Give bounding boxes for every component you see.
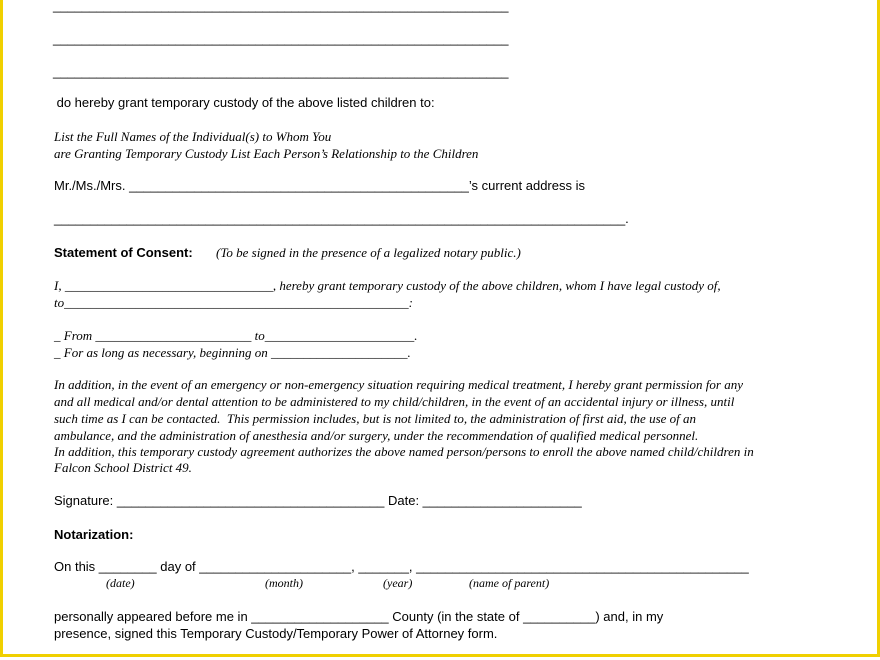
- month-label: (month): [265, 576, 303, 590]
- notarization-heading: Notarization:: [54, 527, 134, 542]
- notary-on-this-line[interactable]: On this ________ day of _____________________, _______, ______________________________________________: [54, 559, 749, 574]
- grant-statement: do hereby grant temporary custody of the above listed children to:: [53, 95, 435, 110]
- medical-paragraph-line: Falcon School District 49.: [54, 460, 192, 475]
- date-label: (date): [106, 576, 135, 590]
- medical-paragraph-line: In addition, this temporary custody agreement authorizes the above named person/persons to enroll the above named child/children in: [54, 444, 754, 459]
- medical-paragraph-line: ambulance, and the administration of anesthesia and/or surgery, under the recommendation of qualified medical personnel.: [54, 428, 699, 443]
- child-name-blank-2[interactable]: _______________________________________________________________: [53, 31, 509, 46]
- parent-name-label: (name of parent): [469, 576, 550, 590]
- signature-date-line[interactable]: Signature: _____________________________________ Date: ______________________: [54, 493, 582, 508]
- medical-paragraph-line: In addition, in the event of an emergency or non-emergency situation requiring medical treatment, I hereby grant permission for any: [54, 377, 743, 392]
- appearance-line-1[interactable]: personally appeared before me in ___________________ County (in the state of __________) and, in my: [54, 609, 664, 624]
- year-label: (year): [383, 576, 413, 590]
- appearance-line-2: presence, signed this Temporary Custody/Temporary Power of Attorney form.: [54, 626, 498, 641]
- instructions-line-2: are Granting Temporary Custody List Each Person’s Relationship to the Children: [54, 146, 479, 161]
- consent-note: (To be signed in the presence of a legalized notary public.): [216, 245, 521, 260]
- child-name-blank-3[interactable]: _______________________________________________________________: [53, 64, 509, 79]
- custody-option-indefinite[interactable]: _ For as long as necessary, beginning on _____________________.: [54, 345, 411, 360]
- custody-option-date-range[interactable]: _ From ________________________ to_______________________.: [54, 328, 418, 343]
- medical-paragraph-line: and all medical and/or dental attention to be administered to my child/children, in the event of an accidental injury or illness, until: [54, 394, 735, 409]
- medical-paragraph-line: such time as I can be contacted. This permission includes, but is not limited to, the administration of first aid, the use of an: [54, 411, 697, 426]
- address-line[interactable]: _______________________________________________________________________________.: [54, 211, 629, 226]
- consent-heading: Statement of Consent:: [54, 245, 193, 260]
- consent-line-1[interactable]: I, ________________________________, hereby grant temporary custody of the above children, whom I have legal custody of,: [54, 278, 721, 293]
- guardian-name-line[interactable]: Mr./Ms./Mrs. _______________________________________________’s current address is: [54, 178, 585, 193]
- consent-line-2[interactable]: to_____________________________________________________:: [54, 295, 413, 310]
- instructions-line-1: List the Full Names of the Individual(s) to Whom You: [54, 129, 332, 144]
- child-name-blank-1[interactable]: _______________________________________________________________: [53, 0, 509, 13]
